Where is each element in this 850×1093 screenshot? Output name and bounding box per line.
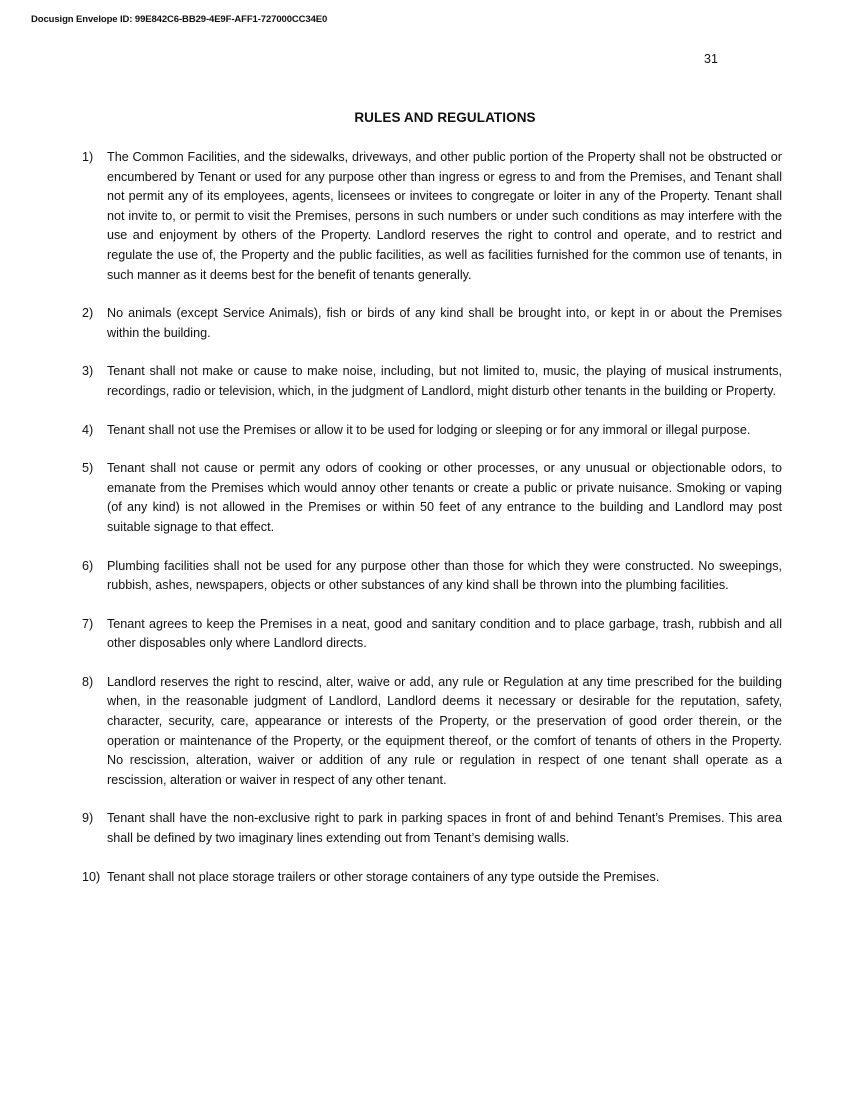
rule-number: 3) [82,364,94,379]
rule-number: 2) [82,306,94,321]
rule-text: The Common Facilities, and the sidewalks, driveways, and other public portion of the Property shall not be obstructed or encumbered by Tenant or used for any purpose other than ingress or egress to and from the Premises, and Tenant shall not permit any of its employees, agents, licensees or invitees to congregate or loiter in any of the Property. Tenant shall not invite to, or permit to visit the Premises, persons in such numbers or under such conditions as may interfere with the use and enjoyment by others of the Property. Landlord reserves the right to control and operate, and to restrict and regulate the use of, the Property and the public facilities, as well as facilities furnished for the common use of tenants, in such manner as it deems best for the benefit of tenants generally. [107,150,782,282]
rule-text: Landlord reserves the right to rescind, alter, waive or add, any rule or Regulation at any time prescribed for the building when, in the reasonable judgment of Landlord, Landlord deems it necessary or desirable for the reputation, safety, character, security, care, appearance or interests of the Property, or the preservation of good order therein, or the operation or maintenance of the Property, or the equipment thereof, or the comfort of tenants of others in the Property. No rescission, alteration, waiver or addition of any rule or regulation in respect of one tenant shall operate as a rescission, alteration or waiver in respect of any other tenant. [107,674,782,787]
rule-number: 9) [82,811,94,826]
rule-number: 8) [82,674,94,689]
rule-item [82,673,782,791]
rule-text: No animals (except Service Animals), fish or birds of any kind shall be brought into, or kept in or about the Premises within the building. [107,306,782,340]
rule-number: 10) [82,869,101,884]
page-number: 31 [704,52,718,66]
rule-item [82,421,782,441]
rule-text: Tenant agrees to keep the Premises in a neat, good and sanitary condition and to place garbage, trash, rubbish and all other disposables only where Landlord directs. [107,616,782,651]
rule-text: Plumbing facilities shall not be used for any purpose other than those for which they were constructed. No sweepings, rubbish, ashes, newspapers, objects or other substances of any kind shall be thrown into the plumbing facilities. [107,558,782,593]
rule-item [82,868,782,888]
rule-item [82,304,782,343]
rule-number: 1) [82,150,94,164]
rule-item [82,615,782,654]
rules-list [82,148,782,887]
document-title: RULES AND REGULATIONS [354,110,536,125]
rule-text: Tenant shall not use the Premises or allow it to be used for lodging or sleeping or for any immoral or illegal purpose. [107,422,751,437]
rule-number: 6) [82,558,94,573]
rule-text: Tenant shall have the non-exclusive right to park in parking spaces in front of and behind Tenant’s Premises. This area shall be defined by two imaginary lines extending out from Tenant’s demising walls. [107,811,782,846]
rule-text: Tenant shall not place storage trailers or other storage containers of any type outside the Premises. [107,869,660,884]
rule-number: 5) [82,461,94,476]
rule-item [82,557,782,596]
rule-item [82,362,782,401]
envelope-id: Docusign Envelope ID: 99E842C6-BB29-4E9F-AFF1-727000CC34E0 [31,14,328,25]
rule-text: Tenant shall not make or cause to make noise, including, but not limited to, music, the playing of musical instruments, recordings, radio or television, which, in the judgment of Landlord, might disturb other tenants in the building or Property. [107,364,782,398]
rule-item [82,459,782,537]
rule-text: Tenant shall not cause or permit any odors of cooking or other processes, or any unusual or objectionable odors, to emanate from the Premises which would annoy other tenants or create a public or private nuisance. Smoking or vaping (of any kind) is not allowed in the Premises or within 50 feet of any entrance to the building and Landlord may post suitable signage to that effect. [107,461,782,534]
rule-number: 7) [82,616,94,631]
rule-item [82,148,782,285]
rule-item [82,809,782,848]
rule-number: 4) [82,422,94,437]
